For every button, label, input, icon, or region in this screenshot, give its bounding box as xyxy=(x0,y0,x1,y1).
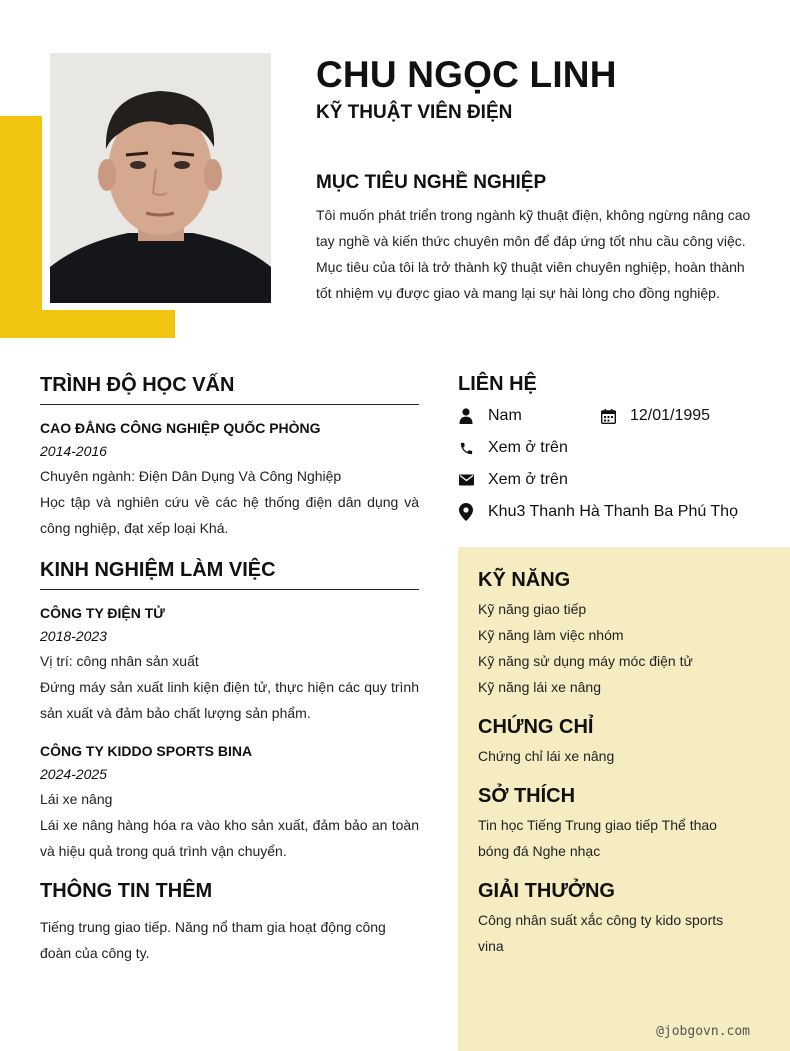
education-description: Học tập và nghiên cứu về các hệ thống điện dân dụng và công nghiệp, đạt xếp loại Khá. xyxy=(40,494,419,536)
birthday-value: 12/01/1995 xyxy=(630,407,711,424)
candidate-name: CHU NGỌC LINH xyxy=(316,54,617,95)
awards-heading: GIẢI THƯỞNG xyxy=(478,880,615,902)
side-panel-content xyxy=(478,569,758,975)
company-name: CÔNG TY KIDDO SPORTS BINA xyxy=(40,743,253,759)
job-description: Lái xe nâng hàng hóa ra vào kho sản xuất, đảm bảo an toàn và hiệu quả trong quá trình vận chuyển. xyxy=(40,817,419,859)
gender-value: Nam xyxy=(488,407,522,424)
contact-phone xyxy=(458,436,568,460)
accent-bar-vertical xyxy=(0,116,42,338)
skill-item: Kỹ năng giao tiếp xyxy=(478,601,587,617)
skill-item: Kỹ năng lái xe nâng xyxy=(478,679,601,695)
skill-item: Kỹ năng làm việc nhóm xyxy=(478,627,624,643)
additional-info-text: Tiếng trung giao tiếp. Năng nổ tham gia hoạt động công đoàn của công ty. xyxy=(40,919,386,961)
email-value: Xem ở trên xyxy=(488,471,568,488)
objective-text: Tôi muốn phát triển trong ngành kỹ thuật điện, không ngừng nâng cao tay nghề và kiến thức chuyên môn để đáp ứng tốt nhu cầu công việc. Mục tiêu của tôi là trở thành kỹ thuật viên chuyên nghiệp, hoàn thành tốt nhiệm vụ được giao và mang lại sự hài lòng cho đồng nghiệp. xyxy=(316,207,751,301)
education-years: 2014-2016 xyxy=(40,443,107,459)
company-name: CÔNG TY ĐIỆN TỬ xyxy=(40,605,165,621)
person-icon xyxy=(458,407,474,425)
mail-icon xyxy=(458,471,474,489)
watermark: @jobgovn.com xyxy=(656,1024,750,1039)
job-years: 2018-2023 xyxy=(40,628,107,644)
phone-icon xyxy=(458,439,474,457)
hobbies-section xyxy=(478,785,758,864)
education-heading: TRÌNH ĐỘ HỌC VẤN xyxy=(40,374,419,405)
contact-heading: LIÊN HỆ xyxy=(458,373,537,395)
experience-heading: KINH NGHIỆM LÀM VIỆC xyxy=(40,559,419,590)
address-value: Khu3 Thanh Hà Thanh Ba Phú Thọ xyxy=(488,503,738,520)
calendar-icon xyxy=(600,407,616,425)
awards-text: Công nhân suất xắc công ty kido sports vina xyxy=(478,912,724,954)
job-title: KỸ THUẬT VIÊN ĐIỆN xyxy=(316,102,513,123)
location-pin-icon xyxy=(458,503,474,521)
phone-value: Xem ở trên xyxy=(488,439,568,456)
job-description: Đứng máy sản xuất linh kiện điện tử, thực hiện các quy trình sản xuất và đảm bảo chất lượng sản phẩm. xyxy=(40,679,419,721)
hobbies-heading: SỞ THÍCH xyxy=(478,785,576,807)
hobbies-text: Tin học Tiếng Trung giao tiếp Thể thao bóng đá Nghe nhạc xyxy=(478,817,717,859)
certificates-heading: CHỨNG CHỈ xyxy=(478,716,594,738)
profile-photo xyxy=(50,53,271,303)
certificate-item: Chứng chỉ lái xe nâng xyxy=(478,748,615,764)
skill-item: Kỹ năng sử dụng máy móc điện tử xyxy=(478,653,693,669)
contact-address xyxy=(458,500,738,524)
skills-section xyxy=(478,569,758,700)
side-panel xyxy=(458,547,790,1051)
job-position: Vị trí: công nhân sản xuất xyxy=(40,653,199,669)
experience-entry xyxy=(40,602,419,726)
accent-bar-horizontal xyxy=(0,310,175,338)
school-name: CAO ĐẲNG CÔNG NGHIỆP QUỐC PHÒNG xyxy=(40,420,321,436)
job-position: Lái xe nâng xyxy=(40,791,113,807)
certificates-section xyxy=(478,716,758,769)
contact-email xyxy=(458,468,568,492)
skills-heading: KỸ NĂNG xyxy=(478,569,571,591)
education-entry xyxy=(40,417,419,541)
job-years: 2024-2025 xyxy=(40,766,107,782)
left-column xyxy=(40,374,419,966)
experience-entry xyxy=(40,740,419,864)
contact-gender xyxy=(458,404,522,428)
additional-info-heading: THÔNG TIN THÊM xyxy=(40,880,213,902)
awards-section xyxy=(478,880,758,959)
contact-birthday xyxy=(600,404,710,428)
objective-heading: MỤC TIÊU NGHỀ NGHIỆP xyxy=(316,172,547,193)
education-major: Chuyên ngành: Điện Dân Dụng Và Công Nghiệp xyxy=(40,468,342,484)
